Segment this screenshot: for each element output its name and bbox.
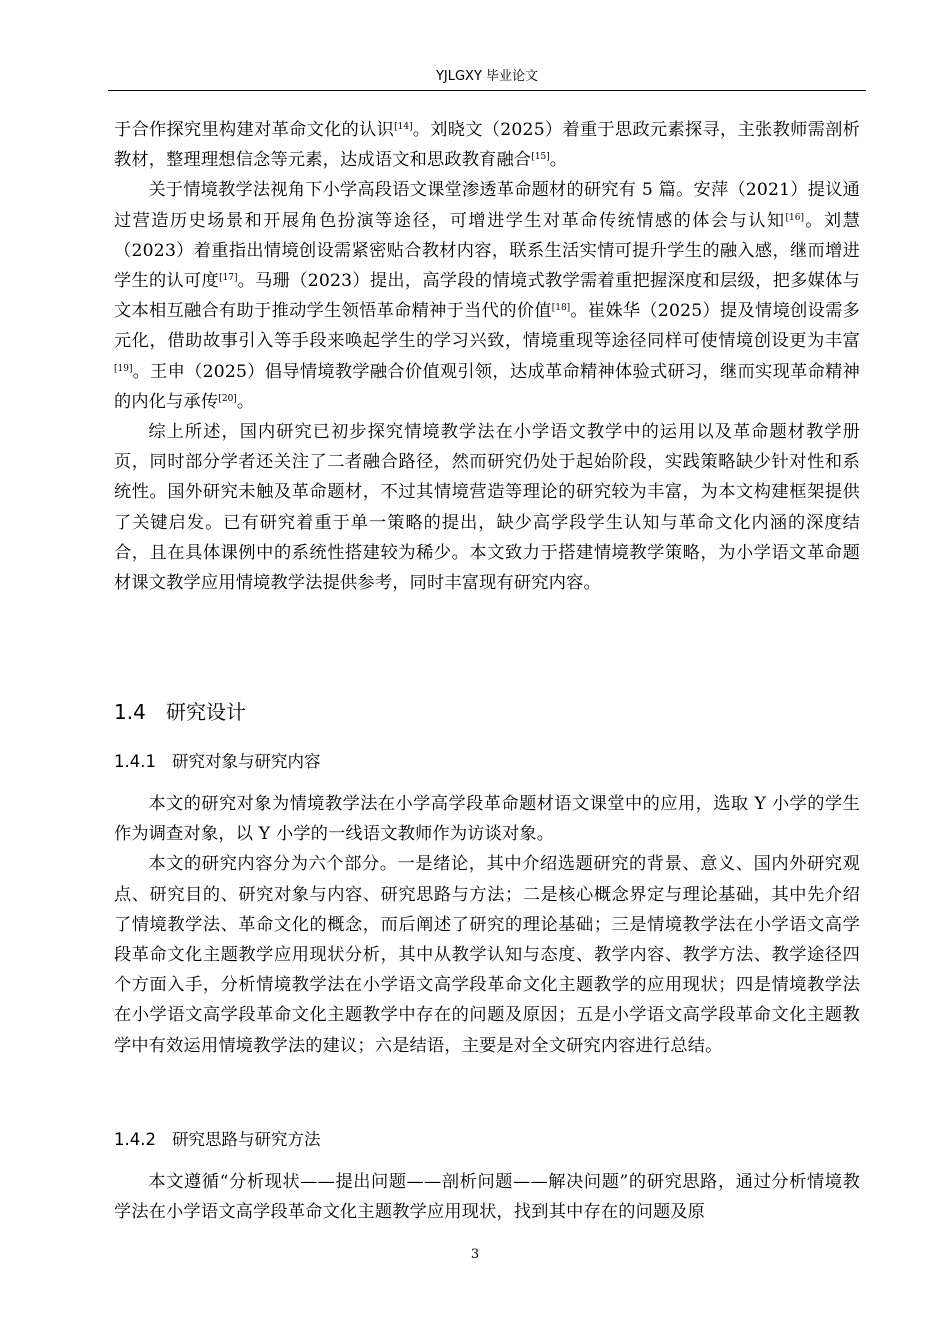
paragraph: 本文遵循“分析现状——提出问题——剖析问题——解决问题”的研究思路，通过分析情境教学法在小学语文高学段革命文化主题教学应用现状，找到其中存在的问题及原 [114, 1172, 860, 1223]
section-body-1-4-1 [114, 789, 860, 1061]
citation[interactable]: [17] [219, 273, 238, 284]
subsection-number: 1.4.1 [114, 752, 156, 771]
citation[interactable]: [18] [551, 303, 571, 314]
paragraph: 综上所述，国内研究已初步探究情境教学法在小学语文教学中的运用以及革命题材教学册页，同时部分学者还关注了二者融合路径，然而研究仍处于起始阶段，实践策略缺少针对性和系统性。国外研究未触及革命题材，不过其情境营造等理论的研究较为丰富，为本文构建框架提供了关键启发。已有研究着重于单一策略的提出，缺少高学段学生认知与革命文化内涵的深度结合，且在具体课例中的系统性搭建较为稀少。本文致力于搭建情境教学策略，为小学语文革命题材课文教学应用情境教学法提供参考，同时丰富现有研究内容。 [114, 422, 860, 594]
citation[interactable]: [16] [785, 212, 805, 223]
paragraph: 于合作探究里构建对革命文化的认识[14]。刘晓文（2025）着重于思政元素探寻，主张教师需剖析教材，整理理想信念等元素，达成语文和思政教育融合[15]。 [114, 120, 860, 171]
section-heading [114, 698, 246, 726]
subsection-title: 研究思路与研究方法 [172, 1130, 321, 1149]
section-body-a [114, 115, 860, 598]
section-title: 研究设计 [166, 700, 246, 724]
citation[interactable]: [19] [114, 363, 133, 374]
section-number: 1.4 [114, 700, 146, 724]
subsection-number: 1.4.2 [114, 1130, 156, 1149]
subsection-heading [114, 1128, 321, 1152]
citation[interactable]: [15] [531, 152, 550, 163]
page-number: 3 [470, 1247, 480, 1262]
running-header: YJLGXY 毕业论文 [435, 69, 539, 84]
header-rule [108, 90, 866, 91]
subsection-title: 研究对象与研究内容 [172, 752, 321, 771]
citation[interactable]: [20] [218, 393, 237, 404]
subsection-heading [114, 750, 321, 774]
paragraph: 本文的研究对象为情境教学法在小学高学段革命题材语文课堂中的应用，选取 Y 小学的学生作为调查对象，以 Y 小学的一线语文教师作为访谈对象。 [114, 794, 860, 845]
section-body-1-4-2 [114, 1167, 860, 1227]
citation[interactable]: [14] [394, 122, 413, 132]
paragraph: 关于情境教学法视角下小学高段语文课堂渗透革命题材的研究有 5 篇。安萍（2021）提议通过营造历史场景和开展角色扮演等途径，可增进学生对革命传统情感的体会与认知[16]。刘慧（2023）着重指出情境创设需紧密贴合教材内容，联系生活实情可提升学生的融入感，继而增进学生的认可度[17]。马珊（2023）提出，高学段的情境式教学需着重把握深度和层级，把多媒体与文本相互融合有助于推动学生领悟革命精神于当代的价值[18]。崔姝华（2025）提及情境创设需多元化，借助故事引入等手段来唤起学生的学习兴致，情境重现等途径同样可使情境创设更为丰富[19]。王申（2025）倡导情境教学融合价值观引领，达成革命精神体验式研习，继而实现革命精神的内化与承传[20]。 [114, 180, 860, 412]
paragraph: 本文的研究内容分为六个部分。一是绪论，其中介绍选题研究的背景、意义、国内外研究观点、研究目的、研究对象与内容、研究思路与方法；二是核心概念界定与理论基础，其中先介绍了情境教学法、革命文化的概念，而后阐述了研究的理论基础；三是情境教学法在小学语文高学段革命文化主题教学应用现状分析，其中从教学认知与态度、教学内容、教学方法、教学途径四个方面入手，分析情境教学法在小学语文高学段革命文化主题教学的应用现状；四是情境教学法在小学语文高学段革命文化主题教学中存在的问题及原因；五是小学语文高学段革命文化主题教学中有效运用情境教学法的建议；六是结语，主要是对全文研究内容进行总结。 [114, 854, 860, 1056]
